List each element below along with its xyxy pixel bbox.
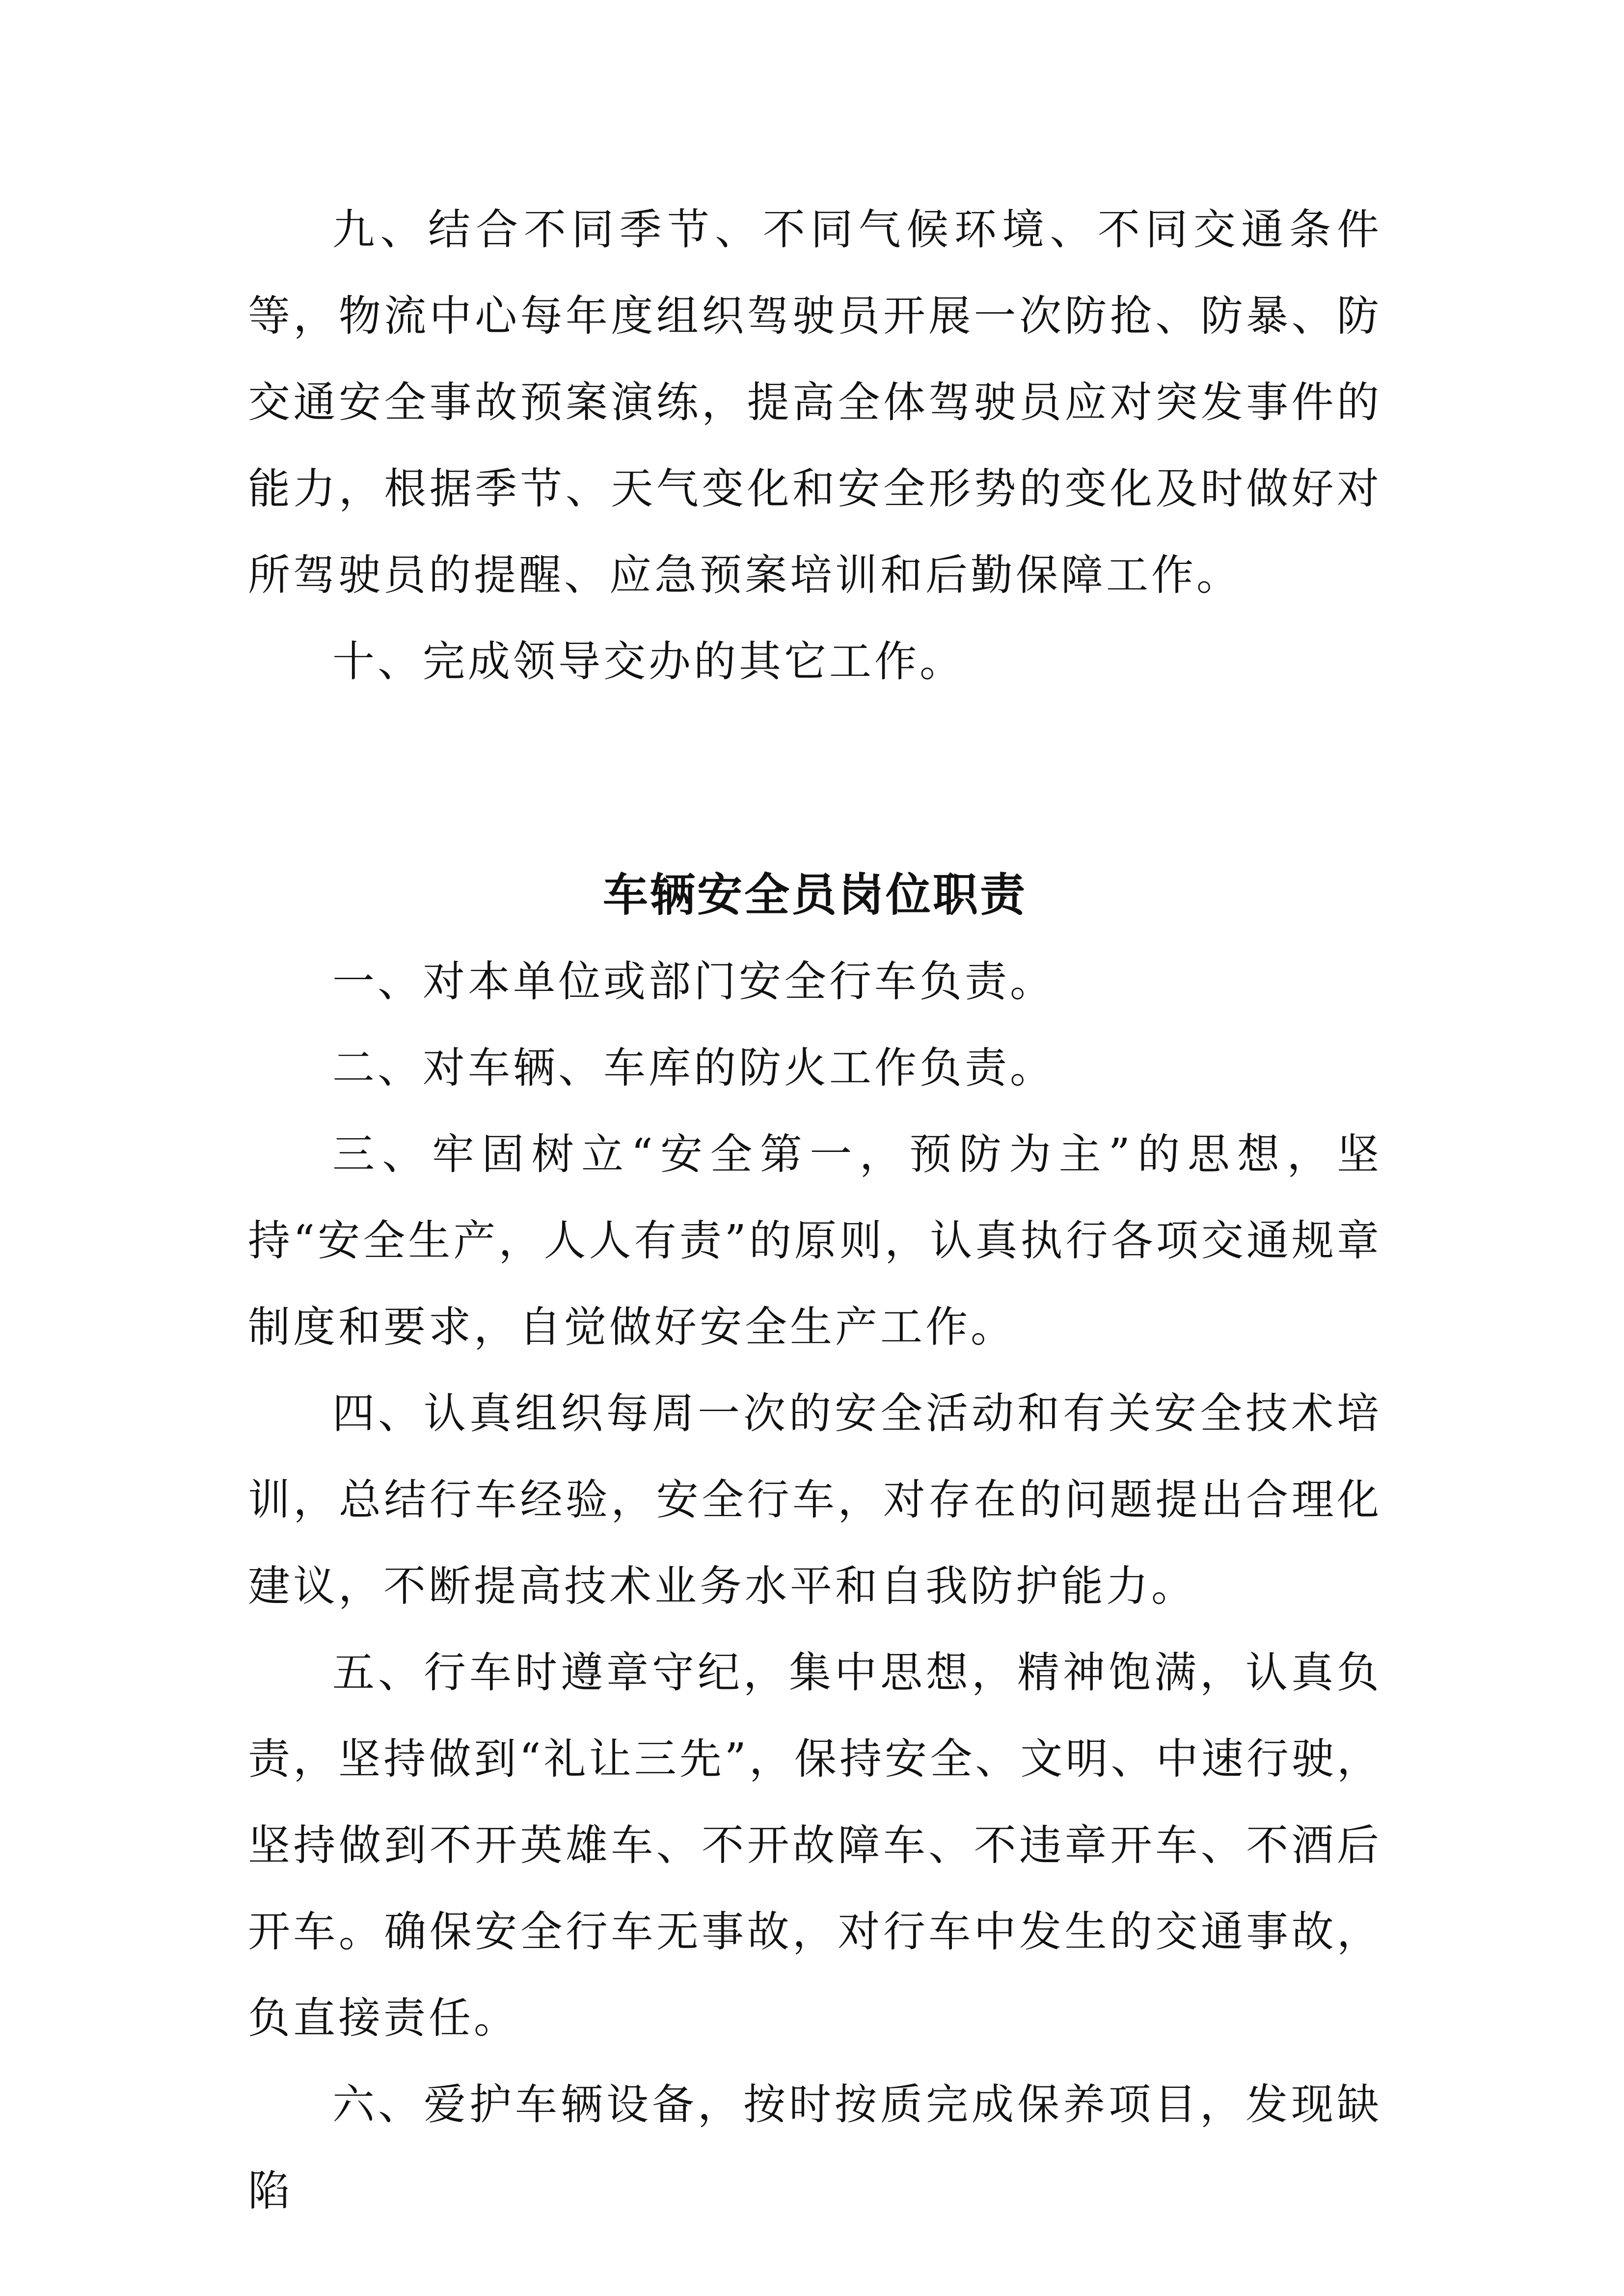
duty-item-5: 五、行车时遵章守纪，集中思想，精神饱满，认真负责，坚持做到“礼让三先”，保持安全、文明、中速行驶，坚持做到不开英雄车、不开故障车、不违章开车、不酒后开车。确保安全行车无事故，对行车中发生的交通事故，负直接责任。 (248, 1648, 1382, 2043)
paragraph-nine: 九、结合不同季节、不同气候环境、不同交通条件等，物流中心每年度组织驾驶员开展一次防抢、防暴、防交通安全事故预案演练，提高全体驾驶员应对突发事件的能力，根据季节、天气变化和安全形势的变化及时做好对所驾驶员的提醒、应急预案培训和后勤保障工作。 (248, 205, 1382, 600)
duty-item-1: 一、对本单位或部门安全行车负责。 (332, 957, 1055, 1006)
duty-item-3: 三、牢固树立“安全第一，预防为主”的思想，坚持“安全生产，人人有责”的原则，认真执行各项交通规章制度和要求，自觉做好安全生产工作。 (248, 1130, 1382, 1352)
duty-item-6: 六、爱护车辆设备，按时按质完成保养项目，发现缺陷 (248, 2080, 1382, 2216)
paragraph-ten: 十、完成领导交办的其它工作。 (332, 637, 965, 686)
duty-item-2: 二、对车辆、车库的防火工作负责。 (332, 1043, 1055, 1093)
section-gap (248, 705, 1382, 852)
document-body (248, 187, 1382, 2234)
section-heading: 车辆安全员岗位职责 (602, 869, 1027, 921)
duty-item-4: 四、认真组织每周一次的安全活动和有关安全技术培训，总结行车经验，安全行车，对存在的问题提出合理化建议，不断提高技术业务水平和自我防护能力。 (248, 1389, 1382, 1611)
